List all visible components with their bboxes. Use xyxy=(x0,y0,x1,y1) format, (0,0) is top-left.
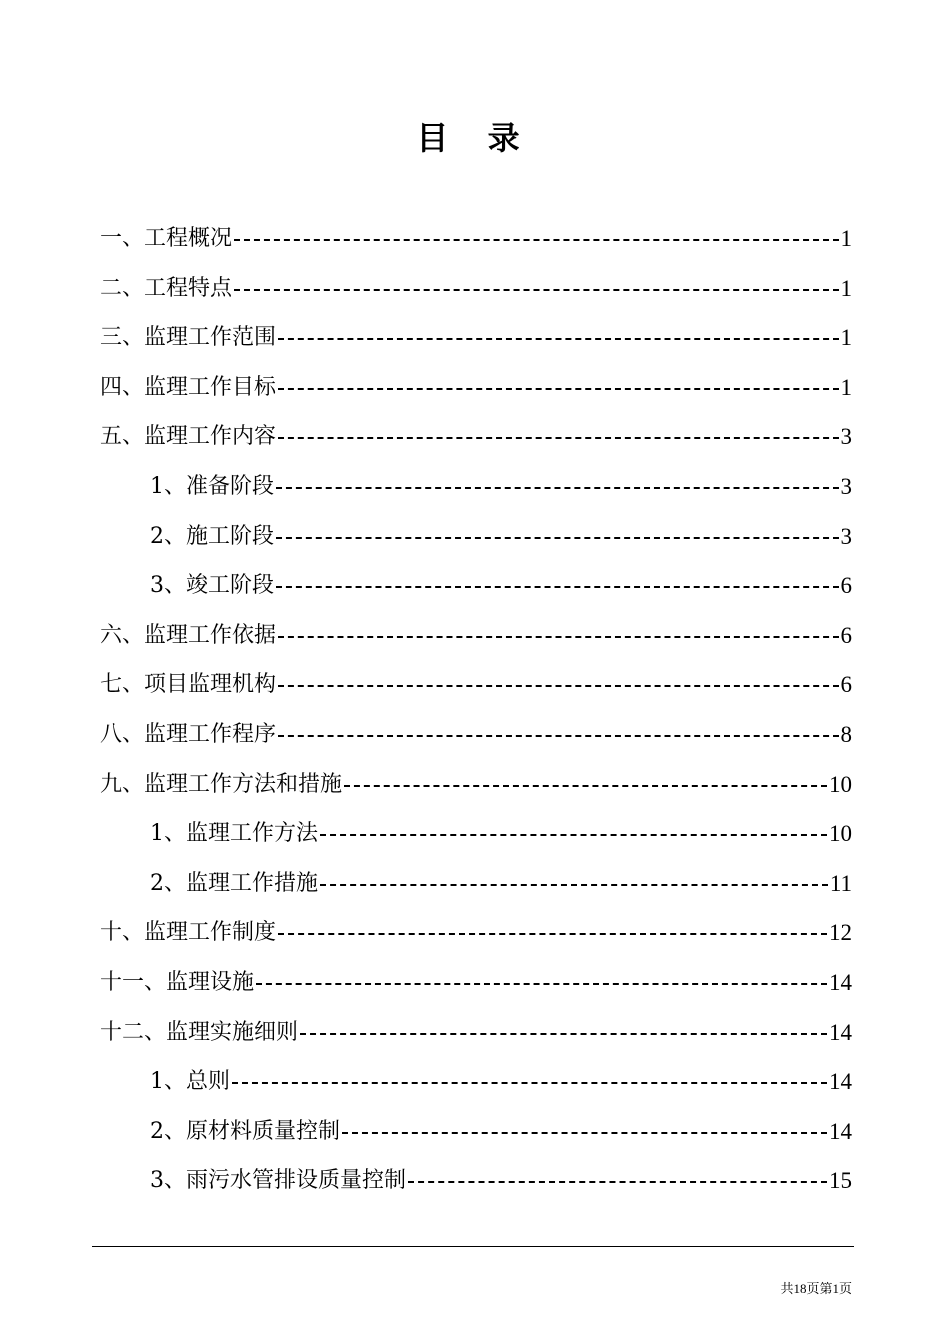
toc-leader xyxy=(232,1082,827,1084)
toc-subentry[interactable] xyxy=(150,1156,852,1206)
toc-entry-page: 14 xyxy=(829,970,852,995)
toc-entry-page: 3 xyxy=(840,424,852,450)
toc-entry-page: 14 xyxy=(829,1118,852,1144)
toc-leader xyxy=(278,735,838,737)
toc-entry-page: 8 xyxy=(840,722,852,747)
toc-subentry[interactable] xyxy=(150,561,852,611)
toc-leader xyxy=(234,289,838,291)
toc-entry-label: 一、工程概况 xyxy=(100,226,233,251)
toc-entry[interactable] xyxy=(100,611,852,661)
toc-leader xyxy=(278,338,838,340)
toc-entry-label: 2、原材料质量控制 xyxy=(150,1118,340,1144)
toc-entry-page: 10 xyxy=(829,771,852,797)
toc-entry-label: 十、监理工作制度 xyxy=(100,920,277,946)
toc-entry-label: 四、监理工作目标 xyxy=(100,374,277,400)
toc-leader xyxy=(278,636,838,638)
toc-entry-label: 十二、监理实施细则 xyxy=(100,1019,299,1045)
toc-subentry[interactable] xyxy=(150,462,852,512)
toc-entry-label: 六、监理工作依据 xyxy=(100,622,277,648)
toc-subentry[interactable] xyxy=(150,512,852,562)
toc-entry-page: 1 xyxy=(840,374,852,400)
toc-entry-page: 1 xyxy=(840,226,852,251)
toc-entry[interactable] xyxy=(100,710,852,760)
toc-entry[interactable] xyxy=(100,760,852,810)
toc-entry-page: 14 xyxy=(829,1069,852,1095)
toc-leader xyxy=(278,437,838,439)
toc-leader xyxy=(344,785,827,787)
toc-leader xyxy=(276,586,839,588)
toc-leader xyxy=(276,537,839,539)
toc-entry-page: 14 xyxy=(829,1019,852,1045)
toc-entry-page: 1 xyxy=(840,275,852,301)
toc-entry-page: 3 xyxy=(840,523,852,549)
toc-subentry[interactable] xyxy=(150,809,852,859)
toc-entry-page: 1 xyxy=(840,325,852,351)
toc-subentry[interactable] xyxy=(150,859,852,909)
toc-entry-page: 10 xyxy=(829,821,852,847)
toc-entry[interactable] xyxy=(100,660,852,710)
toc-entry[interactable] xyxy=(100,363,852,413)
toc-entry-label: 三、监理工作范围 xyxy=(100,325,277,351)
toc-entry[interactable] xyxy=(100,214,852,264)
toc-entry[interactable] xyxy=(100,313,852,363)
toc-entry[interactable] xyxy=(100,908,852,958)
toc-subentry[interactable] xyxy=(150,1057,852,1107)
toc-entry-label: 3、雨污水管排设质量控制 xyxy=(150,1168,406,1194)
toc-entry-page: 15 xyxy=(829,1168,852,1194)
toc-entry-label: 1、总则 xyxy=(150,1069,230,1095)
toc-leader xyxy=(256,983,827,985)
toc-entry-label: 3、竣工阶段 xyxy=(150,573,274,599)
toc-entry-page: 6 xyxy=(840,622,852,648)
toc-entry-label: 二、工程特点 xyxy=(100,275,233,301)
toc-entry-label: 1、准备阶段 xyxy=(150,474,274,499)
toc-entry-label: 七、项目监理机构 xyxy=(100,672,277,698)
toc-entry[interactable] xyxy=(100,958,852,1008)
toc-leader xyxy=(342,1132,827,1134)
toc-entry-label: 1、监理工作方法 xyxy=(150,821,318,847)
toc-entry[interactable] xyxy=(100,264,852,314)
toc-leader xyxy=(278,388,838,390)
toc-leader xyxy=(320,884,828,886)
toc-entry-label: 2、监理工作措施 xyxy=(150,870,318,896)
toc-leader xyxy=(276,487,839,489)
toc-leader xyxy=(408,1181,827,1183)
toc-entry-page: 11 xyxy=(829,870,852,896)
toc-leader xyxy=(278,933,827,935)
toc-leader xyxy=(300,1033,827,1035)
toc-subentry[interactable] xyxy=(150,1107,852,1157)
toc-entry-page: 12 xyxy=(829,920,852,946)
footer-divider xyxy=(92,1246,854,1247)
page-title: 目 录 xyxy=(416,119,534,157)
toc-leader xyxy=(234,239,838,241)
toc-entry-page: 3 xyxy=(840,474,852,499)
toc-entry-label: 八、监理工作程序 xyxy=(100,722,277,747)
toc-entry[interactable] xyxy=(100,412,852,462)
page-counter: 共18页第1页 xyxy=(780,1281,852,1296)
toc-leader xyxy=(320,834,827,836)
toc-entry-label: 十一、监理设施 xyxy=(100,970,255,995)
toc-entry-label: 2、施工阶段 xyxy=(150,523,274,549)
toc-entry-label: 九、监理工作方法和措施 xyxy=(100,771,343,797)
toc-entry-page: 6 xyxy=(840,573,852,599)
toc-entry-page: 6 xyxy=(840,672,852,698)
toc-leader xyxy=(278,685,838,687)
toc-entry[interactable] xyxy=(100,1008,852,1058)
toc-entry-label: 五、监理工作内容 xyxy=(100,424,277,450)
